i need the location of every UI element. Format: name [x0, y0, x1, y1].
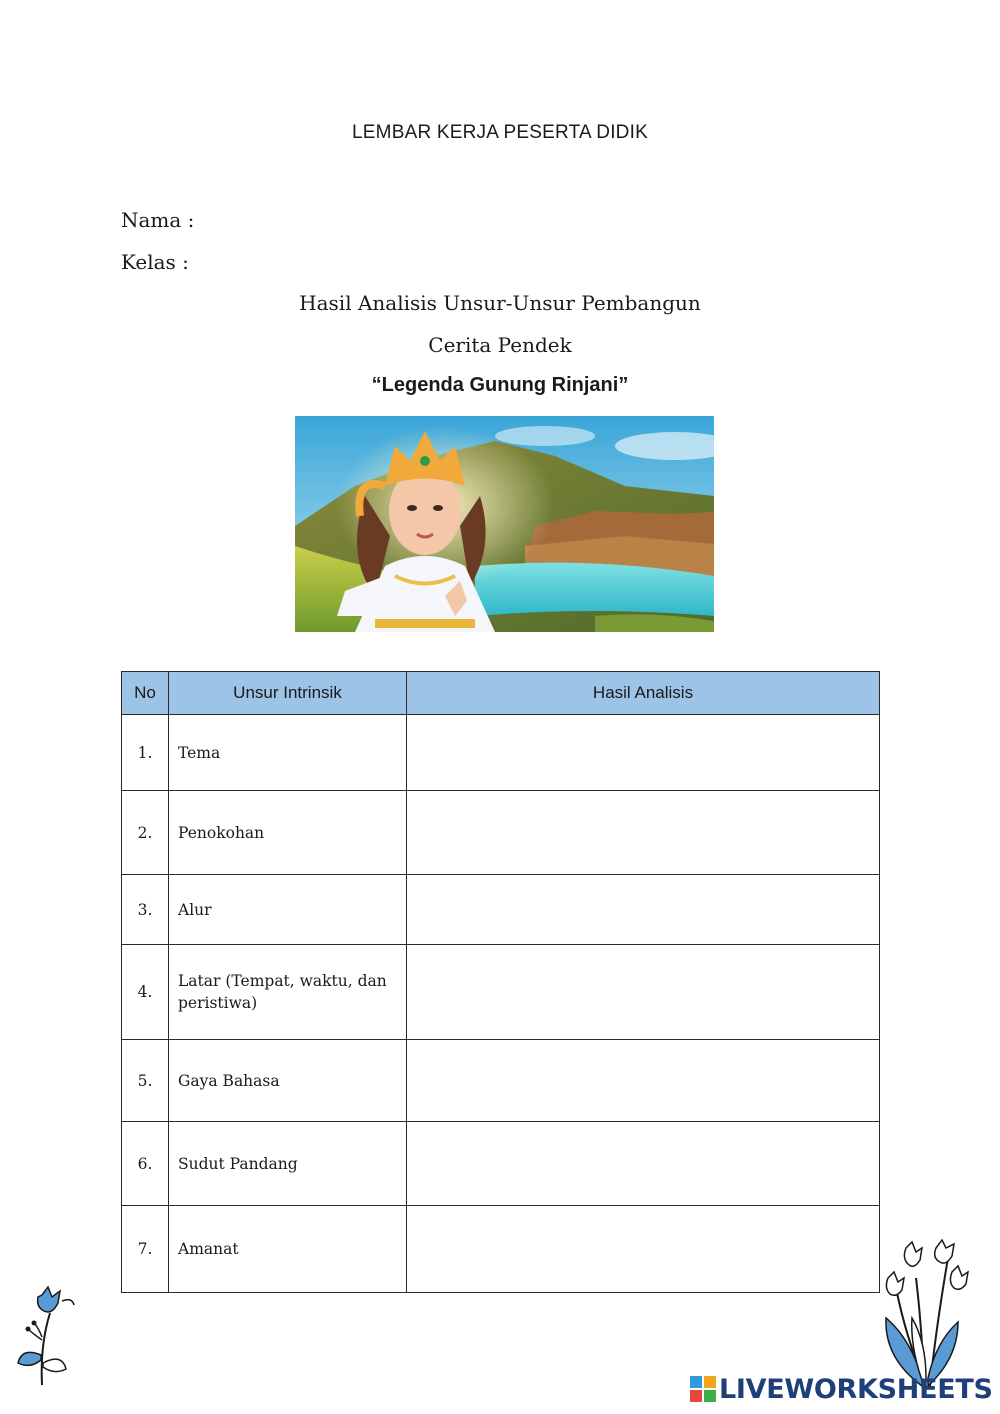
row-element: Sudut Pandang	[169, 1122, 407, 1206]
table-row	[122, 715, 880, 791]
row-number: 7.	[122, 1206, 169, 1293]
header-no: No	[122, 672, 169, 715]
row-element: Alur	[169, 875, 407, 945]
table-row	[122, 1040, 880, 1122]
row-element: Latar (Tempat, waktu, dan peristiwa)	[169, 945, 407, 1040]
table-row	[122, 875, 880, 945]
row-element: Penokohan	[169, 791, 407, 875]
analysis-answer-cell[interactable]	[407, 1040, 880, 1122]
flower-icon	[876, 1238, 972, 1388]
story-title: “Legenda Gunung Rinjani”	[371, 374, 629, 396]
row-number: 4.	[122, 945, 169, 1040]
analysis-answer-cell[interactable]	[407, 791, 880, 875]
row-number: 5.	[122, 1040, 169, 1122]
name-label: Nama :	[121, 208, 195, 232]
table-row	[122, 791, 880, 875]
analysis-answer-cell[interactable]	[407, 1206, 880, 1293]
row-number: 1.	[122, 715, 169, 791]
analysis-answer-cell[interactable]	[407, 945, 880, 1040]
worksheet-title: LEMBAR KERJA PESERTA DIDIK	[352, 122, 648, 143]
analysis-table	[121, 671, 880, 1293]
flower-icon	[12, 1285, 78, 1387]
class-label: Kelas :	[121, 250, 189, 274]
table-row	[122, 945, 880, 1040]
row-element: Gaya Bahasa	[169, 1040, 407, 1122]
table-row	[122, 1122, 880, 1206]
table-header-row	[122, 672, 880, 715]
subtitle-short-story: Cerita Pendek	[428, 333, 572, 357]
brand-text: LIVEWORKSHEETS	[719, 1373, 993, 1405]
row-number: 3.	[122, 875, 169, 945]
row-number: 2.	[122, 791, 169, 875]
analysis-answer-cell[interactable]	[407, 1122, 880, 1206]
subtitle-analysis: Hasil Analisis Unsur-Unsur Pembangun	[299, 291, 701, 315]
liveworksheets-logo	[690, 1372, 993, 1406]
row-element: Amanat	[169, 1206, 407, 1293]
table-row	[122, 1206, 880, 1293]
row-element: Tema	[169, 715, 407, 791]
liveworksheets-icon	[690, 1376, 717, 1402]
header-analysis: Hasil Analisis	[407, 672, 880, 715]
analysis-answer-cell[interactable]	[407, 715, 880, 791]
story-illustration	[295, 416, 714, 632]
analysis-answer-cell[interactable]	[407, 875, 880, 945]
header-element: Unsur Intrinsik	[169, 672, 407, 715]
row-number: 6.	[122, 1122, 169, 1206]
